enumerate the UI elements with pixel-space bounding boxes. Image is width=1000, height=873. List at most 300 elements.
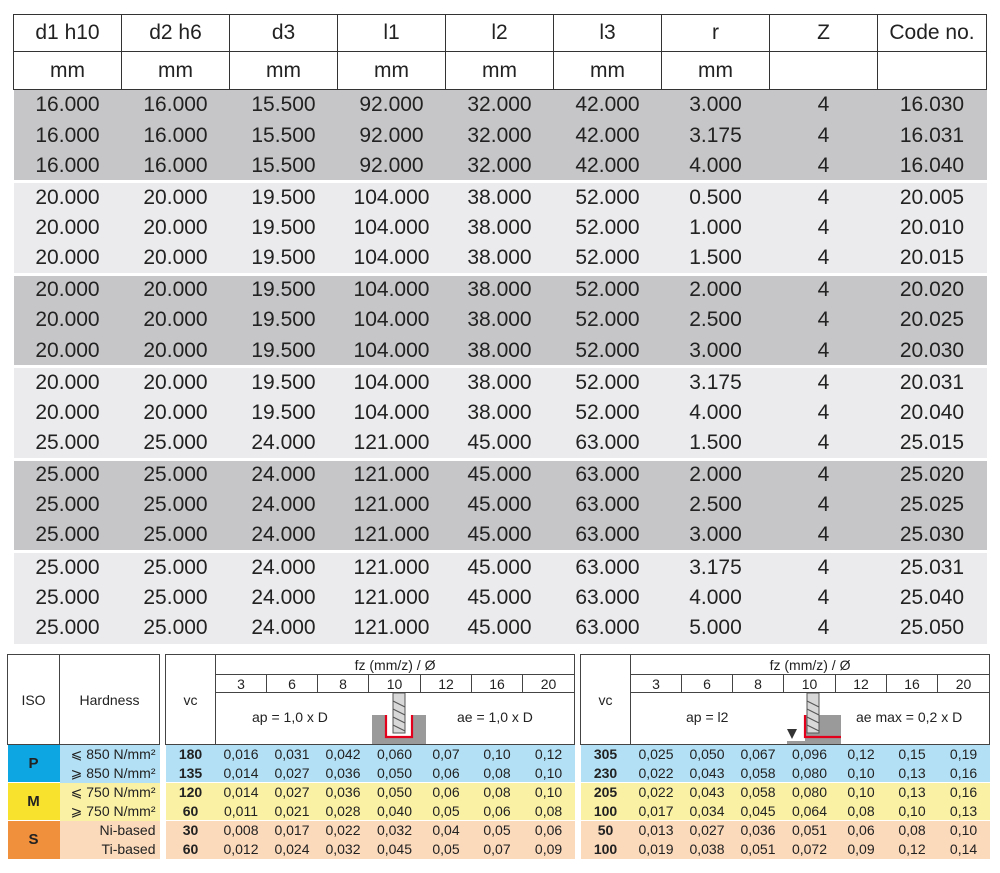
table-cell: 25.050 — [878, 613, 987, 644]
fz-value: 0,031 — [267, 745, 318, 764]
fz-value: 0,08 — [836, 802, 887, 821]
fz-value: 0,050 — [369, 764, 421, 783]
table-cell: 20.000 — [14, 274, 122, 305]
table-cell: 4 — [770, 582, 878, 613]
table-cell: 92.000 — [338, 120, 446, 151]
cutting-left-body — [166, 745, 575, 859]
table-row — [14, 490, 987, 521]
table-row — [14, 428, 987, 459]
table-row — [14, 120, 987, 151]
table-cell: 3.175 — [662, 367, 770, 398]
table-cell: 20.000 — [122, 213, 230, 244]
table-row — [14, 90, 987, 121]
table-cell: 25.000 — [14, 490, 122, 521]
unit-cell: mm — [554, 52, 662, 90]
table-cell: 63.000 — [554, 551, 662, 582]
fz-value: 0,05 — [421, 840, 472, 859]
unit-cell: mm — [338, 52, 446, 90]
table-cell: 32.000 — [446, 120, 554, 151]
cutting-row — [166, 783, 575, 802]
fz-value: 0,043 — [682, 764, 733, 783]
table-cell: 42.000 — [554, 151, 662, 182]
table-cell: 25.015 — [878, 428, 987, 459]
table-cell: 20.000 — [14, 367, 122, 398]
table-cell: 121.000 — [338, 459, 446, 490]
hardness-value: Ni-based — [60, 821, 160, 840]
vc-value: 205 — [581, 783, 631, 802]
table-cell: 104.000 — [338, 213, 446, 244]
col-header-r: r — [662, 15, 770, 52]
diameter-header: 16 — [472, 675, 523, 693]
table-cell: 20.000 — [14, 243, 122, 274]
table-cell: 25.000 — [14, 459, 122, 490]
unit-cell: mm — [446, 52, 554, 90]
iso-hardness-table — [7, 654, 160, 859]
table-cell: 52.000 — [554, 274, 662, 305]
table-cell: 38.000 — [446, 182, 554, 213]
fz-value: 0,06 — [472, 802, 523, 821]
table-row — [14, 336, 987, 367]
table-cell: 104.000 — [338, 243, 446, 274]
table-cell: 52.000 — [554, 367, 662, 398]
table-cell: 4 — [770, 551, 878, 582]
fz-value: 0,025 — [631, 745, 682, 764]
fz-value: 0,040 — [369, 802, 421, 821]
cutting-row — [166, 802, 575, 821]
fz-value: 0,019 — [631, 840, 682, 859]
dimension-table — [13, 14, 987, 644]
iso-row — [8, 745, 160, 764]
table-cell: 25.000 — [14, 551, 122, 582]
fz-value: 0,19 — [938, 745, 990, 764]
iso-header: ISO — [8, 655, 60, 745]
table-cell: 1.500 — [662, 243, 770, 274]
table-cell: 25.000 — [122, 521, 230, 552]
fz-value: 0,050 — [682, 745, 733, 764]
col-header-l1: l1 — [338, 15, 446, 52]
table-row — [14, 613, 987, 644]
table-cell: 38.000 — [446, 243, 554, 274]
fz-header: fz (mm/z) / Ø — [631, 655, 990, 675]
table-cell: 92.000 — [338, 90, 446, 121]
table-cell: 2.500 — [662, 305, 770, 336]
diameter-header: 16 — [887, 675, 938, 693]
table-cell: 19.500 — [230, 182, 338, 213]
fz-value: 0,09 — [523, 840, 575, 859]
fz-value: 0,036 — [318, 764, 369, 783]
table-cell: 24.000 — [230, 551, 338, 582]
unit-cell: mm — [662, 52, 770, 90]
fz-value: 0,067 — [733, 745, 784, 764]
cutting-row — [166, 745, 575, 764]
fz-value: 0,10 — [938, 821, 990, 840]
fz-value: 0,10 — [836, 783, 887, 802]
table-cell: 121.000 — [338, 551, 446, 582]
unit-cell: mm — [122, 52, 230, 90]
fz-value: 0,036 — [318, 783, 369, 802]
fz-value: 0,032 — [318, 840, 369, 859]
unit-cell — [770, 52, 878, 90]
table-cell: 25.000 — [122, 490, 230, 521]
table-cell: 4 — [770, 182, 878, 213]
ae-label: ae = 1,0 x D — [457, 709, 533, 725]
fz-value: 0,016 — [216, 745, 267, 764]
table-cell: 25.000 — [14, 521, 122, 552]
fz-value: 0,022 — [318, 821, 369, 840]
table-cell: 25.030 — [878, 521, 987, 552]
fz-value: 0,024 — [267, 840, 318, 859]
table-cell: 16.000 — [122, 120, 230, 151]
hardness-value: ⩾ 850 N/mm² — [60, 764, 160, 783]
vc-value: 120 — [166, 783, 216, 802]
fz-value: 0,16 — [938, 783, 990, 802]
table-cell: 63.000 — [554, 490, 662, 521]
diameter-header: 20 — [938, 675, 990, 693]
table-cell: 92.000 — [338, 151, 446, 182]
table-cell: 25.000 — [14, 582, 122, 613]
vc-value: 50 — [581, 821, 631, 840]
fz-value: 0,16 — [938, 764, 990, 783]
fz-value: 0,06 — [421, 783, 472, 802]
fz-value: 0,034 — [682, 802, 733, 821]
table-cell: 104.000 — [338, 367, 446, 398]
table-cell: 24.000 — [230, 521, 338, 552]
table-cell: 4 — [770, 367, 878, 398]
table-cell: 19.500 — [230, 397, 338, 428]
table-cell: 24.000 — [230, 582, 338, 613]
fz-value: 0,05 — [472, 821, 523, 840]
fz-value: 0,12 — [836, 745, 887, 764]
vc-value: 180 — [166, 745, 216, 764]
table-row — [14, 182, 987, 213]
fz-value: 0,028 — [318, 802, 369, 821]
table-cell: 4 — [770, 243, 878, 274]
iso-row — [8, 783, 160, 802]
table-cell: 32.000 — [446, 90, 554, 121]
table-cell: 42.000 — [554, 120, 662, 151]
diameter-header: 10 — [784, 675, 836, 693]
table-cell: 121.000 — [338, 613, 446, 644]
cutting-row — [581, 802, 990, 821]
table-cell: 16.000 — [122, 151, 230, 182]
fz-value: 0,012 — [216, 840, 267, 859]
table-cell: 20.031 — [878, 367, 987, 398]
table-cell: 16.031 — [878, 120, 987, 151]
ap-label: ap = 1,0 x D — [252, 709, 328, 725]
hardness-value: Ti-based — [60, 840, 160, 859]
table-cell: 52.000 — [554, 305, 662, 336]
table-cell: 4 — [770, 151, 878, 182]
table-cell: 2.000 — [662, 459, 770, 490]
table-cell: 20.025 — [878, 305, 987, 336]
table-cell: 45.000 — [446, 490, 554, 521]
cutting-row — [166, 764, 575, 783]
table-cell: 25.020 — [878, 459, 987, 490]
table-cell: 24.000 — [230, 490, 338, 521]
fz-value: 0,058 — [733, 783, 784, 802]
table-cell: 19.500 — [230, 274, 338, 305]
iso-group-badge: M — [8, 783, 60, 821]
unit-cell: mm — [230, 52, 338, 90]
col-header-z: Z — [770, 15, 878, 52]
fz-value: 0,13 — [887, 764, 938, 783]
table-cell: 45.000 — [446, 428, 554, 459]
table-cell: 45.000 — [446, 582, 554, 613]
fz-value: 0,021 — [267, 802, 318, 821]
fz-value: 0,15 — [887, 745, 938, 764]
table-cell: 20.005 — [878, 182, 987, 213]
table-cell: 121.000 — [338, 521, 446, 552]
ap-label: ap = l2 — [686, 709, 729, 725]
table-cell: 16.030 — [878, 90, 987, 121]
fz-value: 0,12 — [523, 745, 575, 764]
fz-value: 0,080 — [784, 764, 836, 783]
fz-value: 0,045 — [369, 840, 421, 859]
table-row — [14, 521, 987, 552]
vc-value: 135 — [166, 764, 216, 783]
fz-value: 0,008 — [216, 821, 267, 840]
unit-cell: mm — [14, 52, 122, 90]
table-cell: 4 — [770, 521, 878, 552]
table-cell: 63.000 — [554, 521, 662, 552]
fz-value: 0,08 — [472, 783, 523, 802]
table-cell: 20.000 — [14, 336, 122, 367]
cutting-row — [581, 783, 990, 802]
table-cell: 104.000 — [338, 336, 446, 367]
hardness-value: ⩾ 750 N/mm² — [60, 802, 160, 821]
fz-value: 0,10 — [523, 783, 575, 802]
fz-value: 0,032 — [369, 821, 421, 840]
fz-value: 0,017 — [631, 802, 682, 821]
table-cell: 3.000 — [662, 90, 770, 121]
fz-value: 0,080 — [784, 783, 836, 802]
col-header-d1: d1 h10 — [14, 15, 122, 52]
col-header-d3: d3 — [230, 15, 338, 52]
vc-value: 230 — [581, 764, 631, 783]
table-cell: 25.031 — [878, 551, 987, 582]
vc-value: 60 — [166, 840, 216, 859]
cutting-data-table-slot — [165, 654, 575, 859]
table-cell: 38.000 — [446, 213, 554, 244]
fz-value: 0,014 — [216, 783, 267, 802]
table-cell: 20.015 — [878, 243, 987, 274]
table-cell: 20.000 — [14, 213, 122, 244]
table-cell: 24.000 — [230, 428, 338, 459]
table-cell: 38.000 — [446, 336, 554, 367]
fz-value: 0,013 — [631, 821, 682, 840]
table-cell: 52.000 — [554, 397, 662, 428]
table-row — [14, 582, 987, 613]
table-cell: 19.500 — [230, 243, 338, 274]
table-cell: 63.000 — [554, 613, 662, 644]
table-cell: 4 — [770, 120, 878, 151]
table-row — [14, 305, 987, 336]
table-cell: 19.500 — [230, 213, 338, 244]
fz-value: 0,08 — [887, 821, 938, 840]
fz-value: 0,096 — [784, 745, 836, 764]
side-milling-icon — [787, 693, 841, 744]
table-cell: 20.020 — [878, 274, 987, 305]
table-cell: 52.000 — [554, 182, 662, 213]
table-cell: 45.000 — [446, 521, 554, 552]
table-cell: 25.000 — [122, 459, 230, 490]
fz-value: 0,12 — [887, 840, 938, 859]
table-row — [14, 459, 987, 490]
diameter-header: 8 — [733, 675, 784, 693]
table-cell: 20.000 — [122, 367, 230, 398]
unit-row — [14, 52, 987, 90]
table-cell: 4 — [770, 428, 878, 459]
col-header-l3: l3 — [554, 15, 662, 52]
table-cell: 20.000 — [122, 243, 230, 274]
table-cell: 4 — [770, 459, 878, 490]
table-cell: 15.500 — [230, 151, 338, 182]
fz-value: 0,072 — [784, 840, 836, 859]
table-cell: 25.000 — [14, 428, 122, 459]
fz-value: 0,06 — [836, 821, 887, 840]
ae-label: ae max = 0,2 x D — [856, 709, 963, 725]
diameter-header: 8 — [318, 675, 369, 693]
table-cell: 20.010 — [878, 213, 987, 244]
table-cell: 4.000 — [662, 151, 770, 182]
table-cell: 4 — [770, 336, 878, 367]
table-cell: 38.000 — [446, 305, 554, 336]
table-cell: 32.000 — [446, 151, 554, 182]
table-cell: 24.000 — [230, 613, 338, 644]
table-cell: 20.030 — [878, 336, 987, 367]
cutting-right-body — [581, 745, 990, 859]
fz-value: 0,06 — [523, 821, 575, 840]
fz-value: 0,027 — [682, 821, 733, 840]
cutting-row — [581, 745, 990, 764]
table-cell: 42.000 — [554, 90, 662, 121]
fz-value: 0,09 — [836, 840, 887, 859]
table-cell: 121.000 — [338, 490, 446, 521]
diameter-header: 12 — [836, 675, 887, 693]
fz-value: 0,07 — [421, 745, 472, 764]
fz-value: 0,014 — [216, 764, 267, 783]
fz-value: 0,10 — [887, 802, 938, 821]
fz-value: 0,027 — [267, 783, 318, 802]
table-cell: 63.000 — [554, 428, 662, 459]
fz-value: 0,04 — [421, 821, 472, 840]
fz-value: 0,017 — [267, 821, 318, 840]
table-cell: 52.000 — [554, 213, 662, 244]
fz-value: 0,058 — [733, 764, 784, 783]
cutting-row — [166, 840, 575, 859]
engagement-legend — [216, 693, 575, 745]
table-cell: 1.500 — [662, 428, 770, 459]
slot-milling-icon — [372, 693, 426, 744]
table-cell: 15.500 — [230, 120, 338, 151]
table-cell: 20.000 — [122, 182, 230, 213]
table-cell: 2.500 — [662, 490, 770, 521]
table-cell: 25.000 — [122, 613, 230, 644]
table-cell: 25.040 — [878, 582, 987, 613]
table-cell: 38.000 — [446, 397, 554, 428]
table-cell: 4.000 — [662, 397, 770, 428]
table-row — [14, 151, 987, 182]
table-cell: 2.000 — [662, 274, 770, 305]
table-cell: 19.500 — [230, 367, 338, 398]
fz-header: fz (mm/z) / Ø — [216, 655, 575, 675]
table-cell: 0.500 — [662, 182, 770, 213]
table-cell: 45.000 — [446, 613, 554, 644]
vc-value: 100 — [581, 802, 631, 821]
table-cell: 25.000 — [122, 551, 230, 582]
table-cell: 4.000 — [662, 582, 770, 613]
table-cell: 16.000 — [14, 120, 122, 151]
fz-value: 0,043 — [682, 783, 733, 802]
dimension-table-body — [14, 90, 987, 644]
table-cell: 4 — [770, 305, 878, 336]
table-cell: 25.025 — [878, 490, 987, 521]
cutting-row — [581, 764, 990, 783]
col-header-code: Code no. — [878, 15, 987, 52]
fz-value: 0,050 — [369, 783, 421, 802]
fz-value: 0,10 — [472, 745, 523, 764]
table-cell: 16.000 — [14, 151, 122, 182]
cutting-data-table-side — [580, 654, 990, 859]
table-cell: 20.000 — [14, 305, 122, 336]
vc-header: vc — [581, 655, 631, 745]
table-cell: 20.000 — [122, 305, 230, 336]
table-cell: 104.000 — [338, 305, 446, 336]
table-cell: 52.000 — [554, 243, 662, 274]
table-cell: 25.000 — [14, 613, 122, 644]
table-row — [14, 213, 987, 244]
table-cell: 20.040 — [878, 397, 987, 428]
table-row — [14, 243, 987, 274]
table-cell: 4 — [770, 213, 878, 244]
table-cell: 52.000 — [554, 336, 662, 367]
fz-value: 0,14 — [938, 840, 990, 859]
cutting-row — [166, 821, 575, 840]
table-cell: 20.000 — [14, 182, 122, 213]
vc-value: 60 — [166, 802, 216, 821]
table-cell: 20.000 — [122, 336, 230, 367]
diameter-header: 6 — [682, 675, 733, 693]
table-cell: 104.000 — [338, 274, 446, 305]
hardness-header: Hardness — [60, 655, 160, 745]
engagement-legend — [631, 693, 990, 745]
table-cell: 45.000 — [446, 459, 554, 490]
table-cell: 16.000 — [14, 90, 122, 121]
table-row — [14, 397, 987, 428]
table-cell: 38.000 — [446, 367, 554, 398]
fz-value: 0,036 — [733, 821, 784, 840]
fz-value: 0,10 — [836, 764, 887, 783]
table-cell: 121.000 — [338, 428, 446, 459]
table-cell: 4 — [770, 274, 878, 305]
diameter-header: 3 — [216, 675, 267, 693]
table-cell: 1.000 — [662, 213, 770, 244]
diameter-header: 6 — [267, 675, 318, 693]
table-cell: 20.000 — [122, 397, 230, 428]
table-cell: 63.000 — [554, 459, 662, 490]
fz-value: 0,060 — [369, 745, 421, 764]
fz-value: 0,011 — [216, 802, 267, 821]
table-cell: 19.500 — [230, 305, 338, 336]
fz-value: 0,06 — [421, 764, 472, 783]
fz-value: 0,022 — [631, 764, 682, 783]
vc-value: 305 — [581, 745, 631, 764]
cutting-row — [581, 821, 990, 840]
col-header-l2: l2 — [446, 15, 554, 52]
iso-group-badge: P — [8, 745, 60, 783]
fz-value: 0,064 — [784, 802, 836, 821]
diameter-header: 12 — [421, 675, 472, 693]
